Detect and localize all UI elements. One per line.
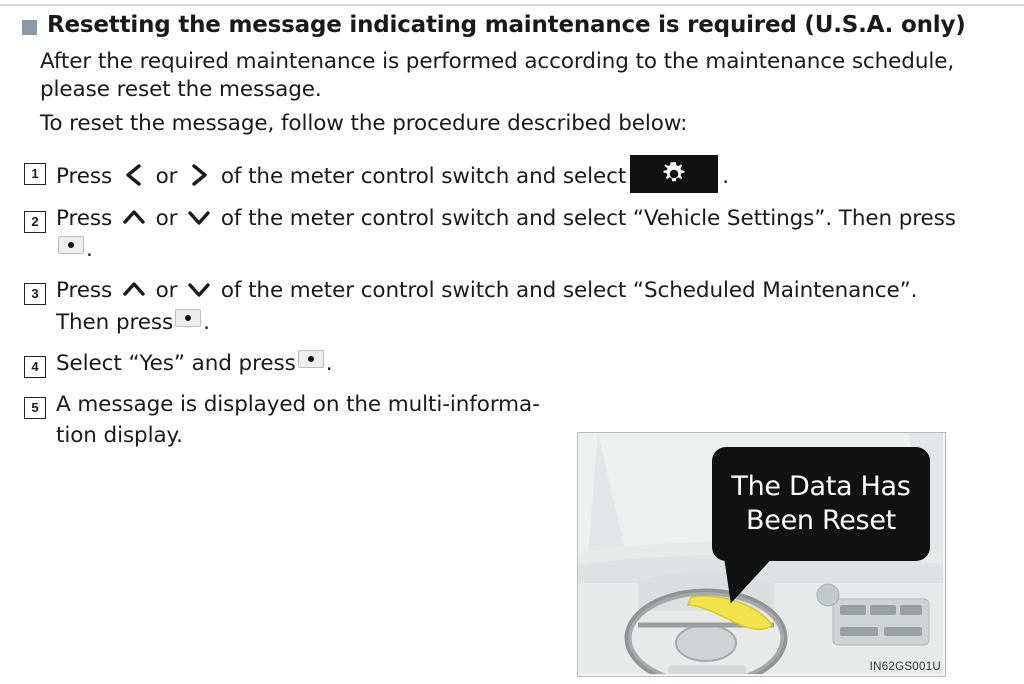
step2-end: . (86, 237, 93, 263)
page-top-divider (0, 4, 1024, 6)
step3-pre: Press (56, 278, 113, 304)
step-text (56, 155, 729, 193)
step-number: 3 (24, 283, 46, 305)
step-number: 4 (24, 356, 46, 378)
arrow-left-icon (121, 163, 147, 187)
step-text (56, 275, 999, 337)
step3-post2: Then press (56, 309, 174, 335)
arrow-up-icon (121, 277, 147, 301)
arrow-down-icon (186, 277, 212, 301)
callout-line-1: The Data Has (731, 471, 911, 503)
figure-caption: IN62GS001U (869, 661, 941, 673)
enter-dot-button-icon (175, 309, 201, 327)
step-number: 1 (24, 163, 46, 185)
page-title: Resetting the message indicating maintenance is required (U.S.A. only) (47, 12, 966, 38)
section-heading (22, 12, 1004, 40)
list-item (24, 348, 999, 379)
step5-line2: tion display. (56, 423, 183, 449)
step3-end: . (203, 309, 210, 335)
step2-pre: Press (56, 206, 113, 231)
arrow-down-icon (186, 205, 212, 229)
step1-mid: or (155, 164, 178, 189)
step-number: 5 (24, 397, 46, 419)
figure-vehicle-interior (577, 432, 946, 677)
intro-paragraph-2: To reset the message, follow the procedure described below: (40, 110, 688, 136)
step3-post: of the meter control switch and select “Scheduled Maintenance”. (220, 278, 918, 304)
list-item (24, 275, 999, 337)
procedure-step-list (24, 155, 999, 461)
enter-dot-button-icon (58, 236, 84, 254)
intro-text (40, 48, 985, 138)
list-item (24, 203, 999, 265)
step1-post: of the meter control switch and select (220, 164, 627, 189)
list-item (24, 155, 999, 193)
step2-post: of the meter control switch and select “Vehicle Settings”. Then press (220, 206, 956, 231)
step-text (56, 389, 576, 451)
step1-pre: Press (56, 164, 113, 189)
step4-pre: Select “Yes” and press (56, 350, 296, 376)
step-text (56, 348, 332, 379)
step-text (56, 203, 956, 265)
step1-end: . (722, 164, 729, 189)
enter-dot-button-icon (298, 350, 324, 368)
step5-line1: A message is displayed on the multi-informa- (56, 391, 540, 417)
step2-mid: or (155, 206, 178, 231)
step-number: 2 (24, 211, 46, 233)
callout-line-2: Been Reset (746, 505, 896, 536)
step3-mid: or (155, 278, 178, 304)
gear-icon (630, 155, 718, 193)
arrow-up-icon (121, 205, 147, 229)
intro-paragraph-1: After the required maintenance is performed according to the maintenance schedule, please reset the message. (40, 49, 955, 103)
square-bullet-icon (22, 20, 37, 35)
step4-end: . (325, 350, 333, 376)
callout-message (712, 447, 930, 561)
arrow-right-icon (186, 163, 212, 187)
